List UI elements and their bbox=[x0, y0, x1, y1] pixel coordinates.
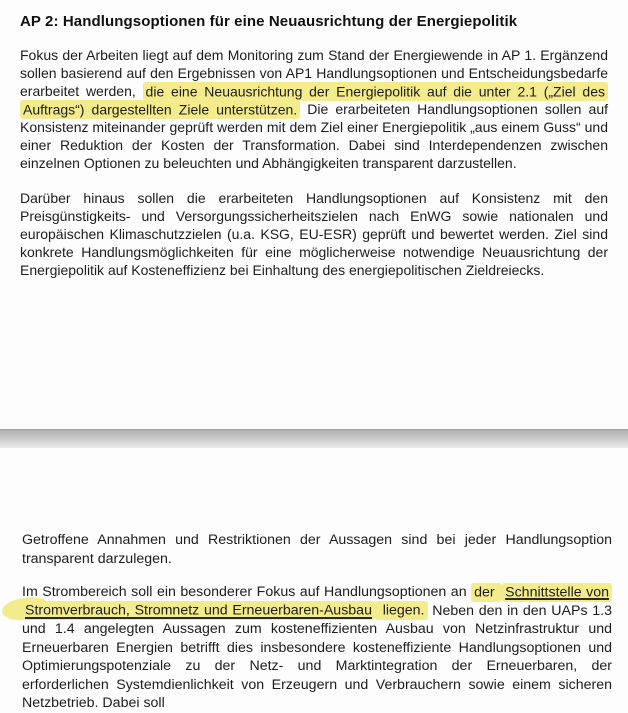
paragraph-4 bbox=[22, 583, 612, 713]
highlighted-text: der bbox=[471, 583, 502, 602]
page-divider bbox=[0, 429, 628, 448]
paragraph-4-text: Im Strombereich soll ein besonderer Fokus auf Handlungsoptionen an bbox=[22, 584, 472, 600]
paragraph-4-text: Neben den in den UAPs 1.3 und 1.4 angelegten Aussagen zum kosteneffizienten Ausbau von Netzinfrastruktur und Erneuerbaren Energien betrifft dies insbesondere kosteneffiziente Handlungsoptionen und Optimierungspotenziale zu der Netz- und Marktintegration der Erneuerbaren, der erforderlichen Systemdienlichkeit von Erzeugern und Verbrauchern sowie einem sicheren Netzbetrieb. Dabei soll bbox=[22, 602, 612, 711]
paragraph-1-text: Die erarbeiteten Handlungsoptionen sollen auf Konsistenz miteinander geprüft werden mit dem Ziel einer Energiepolitik „aus einem Guss“ und einer Reduktion der Kosten der Transformation. Dabei sind Interdependenzen zwischen einzelnen Optionen zu beleuchten und Abhängigkeiten transparent darzustellen. bbox=[20, 101, 609, 171]
highlighted-text: liegen. bbox=[375, 601, 428, 620]
paragraph-2: Darüber hinaus sollen die erarbeiteten Handlungsoptionen auf Konsistenz mit den Preisgünstigkeits- und Versorgungssicherheitszielen nach EnWG sowie nationalen und europäischen Klimaschutzzielen (u.a. KSG, EU-ESR) geprüft und bewertet werden. Ziel sind konkrete Handlungsmöglichkeiten für eine möglicherweise notwendige Neuausrichtung der Energiepolitik auf Kosteneffizienz bei Einhaltung des energiepolitischen Zieldreiecks. bbox=[20, 190, 608, 278]
highlighted-underlined-text: Schnittstelle von Stromverbrauch, Stromnetz und Erneuerbaren-Ausbau bbox=[22, 583, 612, 621]
page-2 bbox=[0, 448, 628, 713]
paragraph-3: Getroffene Annahmen und Restriktionen der Aussagen sind bei jeder Handlungsoption transparent darzulegen. bbox=[22, 532, 612, 567]
highlighted-text: die eine Neuausrichtung der Energiepolitik auf die unter 2.1 („Ziel des Auftrags“) dargestellten Ziele unterstützen. bbox=[20, 82, 608, 119]
paragraph-1-text: Fokus der Arbeiten liegt auf dem Monitoring zum Stand der Energiewende in AP 1. Ergänzend sollen basierend auf den Ergebnissen von AP1 Handlungsoptionen und Entscheidungsbedarfe erarbeitet werden, bbox=[20, 47, 608, 99]
section-heading: AP 2: Handlungsoptionen für eine Neuausrichtung der Energiepolitik bbox=[20, 13, 518, 30]
paragraph-1 bbox=[20, 46, 608, 172]
